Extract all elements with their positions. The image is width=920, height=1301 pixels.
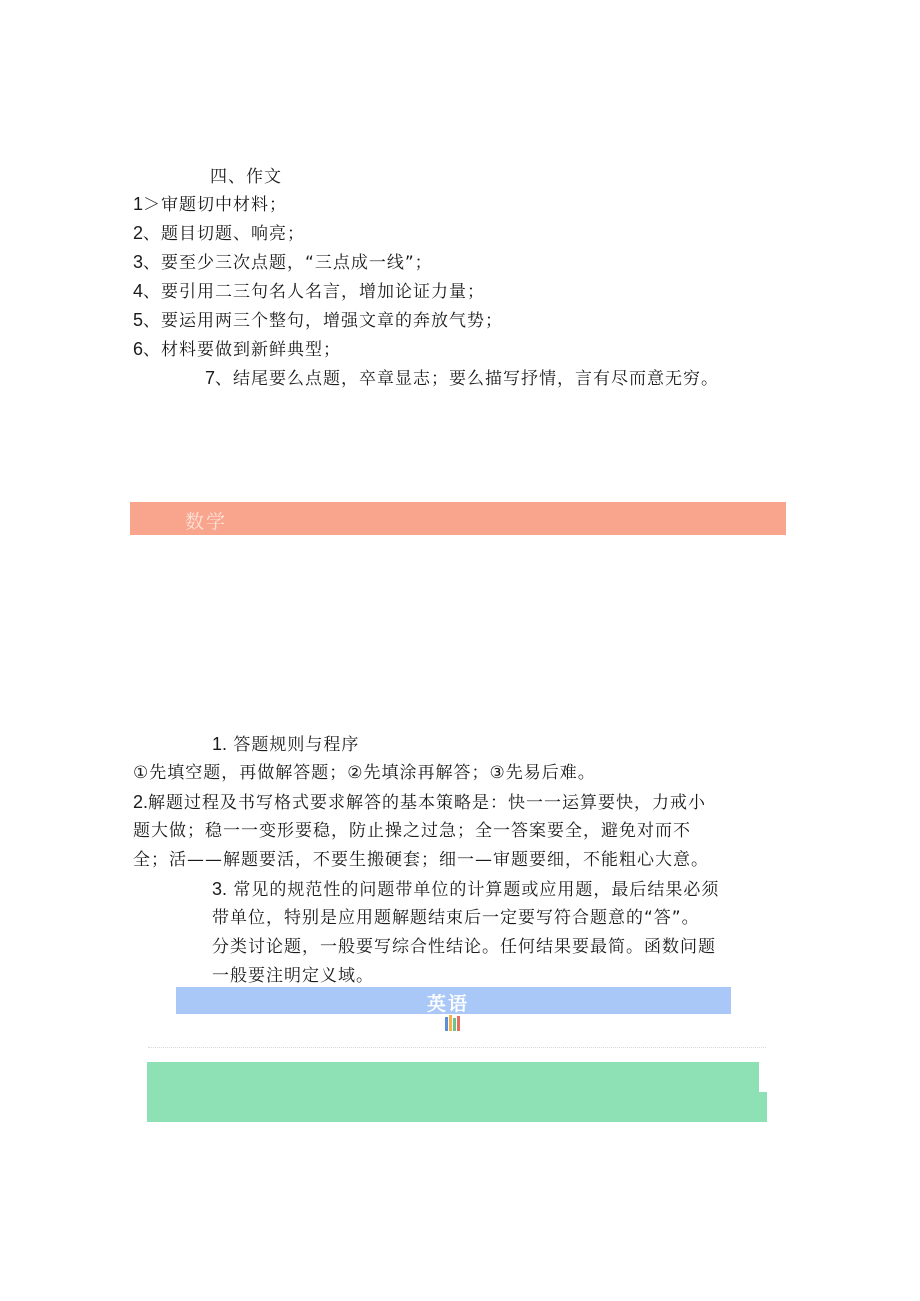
essay-item-1: 1＞审题切中材料； — [133, 194, 288, 215]
english-banner-label: 英语 — [427, 993, 470, 1015]
essay-item-4: 4、要引用二三句名人名言，增加论证力量； — [133, 281, 486, 302]
math-rule2-line-2: 题大做；稳一一变形要稳，防止操之过急；全一答案要全，避免对而不 — [133, 821, 691, 841]
math-rule1-body: ①先填空题，再做解答题；②先填涂再解答；③先易后难。 — [133, 763, 596, 783]
english-content-box — [147, 1062, 759, 1092]
books-icon — [444, 1015, 464, 1031]
math-rule3-line-4: 一般要注明定义域。 — [212, 966, 374, 986]
essay-item-2: 2、题目切题、响亮； — [133, 223, 306, 244]
essay-item-3: 3、要至少三次点题，“三点成一线”； — [133, 252, 433, 273]
math-rule3-line-2: 带单位，特别是应用题解题结束后一定要写符合题意的“答”。 — [212, 908, 700, 928]
essay-item-6: 6、材料要做到新鲜典型； — [133, 339, 342, 360]
dotted-divider — [148, 1047, 766, 1048]
essay-item-5: 5、要运用两三个整句，增强文章的奔放气势； — [133, 310, 504, 331]
math-rule1-title: 1. 答题规则与程序 — [212, 734, 360, 755]
english-content-box-lower — [147, 1092, 767, 1122]
math-rule3-line-3: 分类讨论题，一般要写综合性结论。任何结果要最简。函数问题 — [212, 937, 716, 957]
english-banner — [176, 987, 731, 1014]
essay-heading: 四、作文 — [210, 167, 282, 187]
math-banner — [130, 502, 786, 535]
math-rule2-line-3: 全；活——解题要活，不要生搬硬套；细一—审题要细，不能粗心大意。 — [133, 850, 709, 870]
math-rule2-line-1: 2.解题过程及书写格式要求解答的基本策略是：快一一运算要快，力戒小 — [133, 792, 707, 813]
math-rule3-line-1: 3. 常见的规范性的问题带单位的计算题或应用题，最后结果必须 — [212, 879, 720, 900]
math-banner-label: 数学 — [185, 511, 228, 533]
essay-item-7: 7、结尾要么点题，卒章显志；要么描写抒情，言有尽而意无穷。 — [205, 368, 720, 389]
